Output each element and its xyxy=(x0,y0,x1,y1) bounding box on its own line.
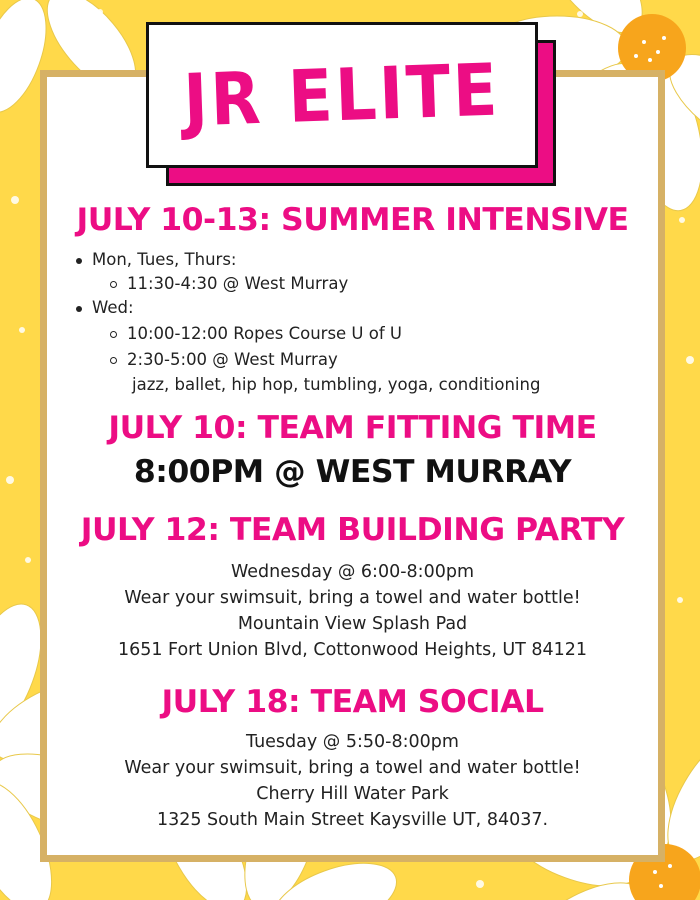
bullet-icon xyxy=(76,258,82,264)
fitting-subheading: 8:00PM @ WEST MURRAY xyxy=(133,454,572,490)
party-line: Wednesday @ 6:00-8:00pm xyxy=(230,562,474,582)
circle-bullet-icon xyxy=(110,281,117,288)
social-line: Wear your swimsuit, bring a towel and water bottle! xyxy=(124,758,581,778)
party-line: 1651 Fort Union Blvd, Cottonwood Heights, UT 84121 xyxy=(117,640,588,660)
party-heading: JULY 12: TEAM BUILDING PARTY xyxy=(80,512,625,548)
title-box xyxy=(146,22,538,168)
list-subitem: 10:00-12:00 Ropes Course U of U xyxy=(110,324,402,343)
list-subitem: 2:30-5:00 @ West Murray xyxy=(110,350,338,369)
activities-text: jazz, ballet, hip hop, tumbling, yoga, conditioning xyxy=(132,375,541,394)
page-title: JR ELITE xyxy=(182,47,502,143)
party-line: Mountain View Splash Pad xyxy=(237,614,468,634)
intensive-heading: JULY 10-13: SUMMER INTENSIVE xyxy=(76,202,629,238)
social-line: Cherry Hill Water Park xyxy=(256,784,449,804)
social-heading: JULY 18: TEAM SOCIAL xyxy=(161,684,544,720)
list-item: Mon, Tues, Thurs: xyxy=(76,250,236,269)
party-line: Wear your swimsuit, bring a towel and water bottle! xyxy=(124,588,581,608)
circle-bullet-icon xyxy=(110,331,117,338)
circle-bullet-icon xyxy=(110,357,117,364)
fitting-heading: JULY 10: TEAM FITTING TIME xyxy=(108,410,597,446)
social-line: Tuesday @ 5:50-8:00pm xyxy=(246,732,459,752)
list-item: Wed: xyxy=(76,298,134,317)
bullet-icon xyxy=(76,306,82,312)
list-subitem: 11:30-4:30 @ West Murray xyxy=(110,274,348,293)
social-line: 1325 South Main Street Kaysville UT, 84037. xyxy=(156,810,549,830)
